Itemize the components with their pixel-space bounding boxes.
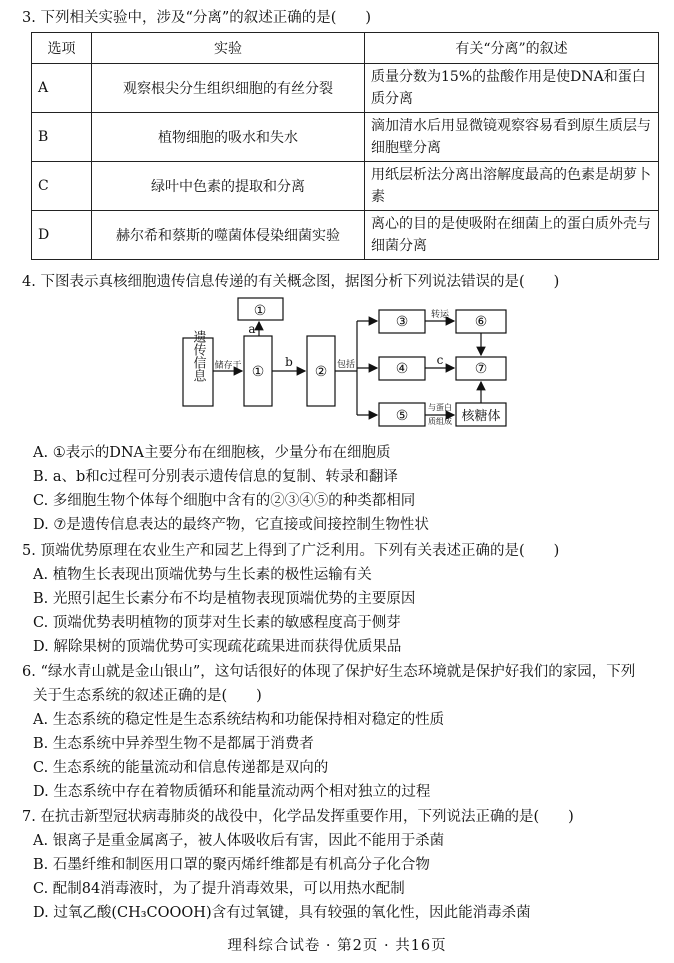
q6-option-b: B. 生态系统中异养型生物不是都属于消费者	[33, 736, 314, 752]
q6-stem-line1: 6. “绿水青山就是金山银山”，这句话很好的体现了保护好生态环境就是保护好我们的家园，下列	[22, 664, 636, 680]
q4-option-b: B. a、b和c过程可分别表示遗传信息的复制、转录和翻译	[33, 469, 398, 485]
label-n1: ①	[251, 364, 265, 380]
label-n1-top: ①	[253, 303, 267, 319]
label-n7: ⑦	[474, 361, 488, 377]
q4-option-c: C. 多细胞生物个体每个细胞中含有的②③④⑤的种类都相同	[33, 493, 416, 509]
row-experiment: 植物细胞的吸水和失水	[92, 113, 365, 162]
header-experiment: 实验	[92, 33, 365, 64]
q6-option-d: D. 生态系统中存在着物质循环和能量流动两个相对独立的过程	[33, 784, 431, 800]
q5-option-c: C. 顶端优势表明植物的顶芽对生长素的敏感程度高于侧芽	[33, 615, 401, 631]
row-option: A	[32, 64, 92, 113]
q7-option-d: D. 过氧乙酸(CH₃COOOH)含有过氧键，具有较强的氧化性，因此能消毒杀菌	[33, 905, 531, 921]
store-label: 储存于	[214, 361, 242, 371]
protein-label-2: 质组成	[428, 417, 452, 426]
label-n6: ⑥	[474, 314, 488, 330]
row-experiment: 观察根尖分生组织细胞的有丝分裂	[92, 64, 365, 113]
page-footer: 理科综合试卷 · 第2页 · 共16页	[227, 938, 447, 954]
header-option: 选项	[32, 33, 92, 64]
row-experiment: 赫尔希和蔡斯的噬菌体侵染细菌实验	[92, 211, 365, 260]
label-n4: ④	[395, 361, 409, 377]
label-a: a	[248, 322, 256, 336]
row-description: 滴加清水后用显微镜观察容易看到原生质层与细胞壁分离	[365, 113, 659, 162]
row-option: C	[32, 162, 92, 211]
q6-option-a: A. 生态系统的稳定性是生态系统结构和功能保持相对稳定的性质	[33, 712, 445, 728]
q4-option-d: D. ⑦是遗传信息表达的最终产物，它直接或间接控制生物性状	[33, 517, 429, 533]
row-option: B	[32, 113, 92, 162]
row-description: 离心的目的是使吸附在细菌上的蛋白质外壳与细菌分离	[365, 211, 659, 260]
q7-option-b: B. 石墨纤维和制医用口罩的聚丙烯纤维都是有机高分子化合物	[33, 857, 430, 873]
row-description: 用纸层析法分离出溶解度最高的色素是胡萝卜素	[365, 162, 659, 211]
label-n2: ②	[314, 364, 328, 380]
q5-option-d: D. 解除果树的顶端优势可实现疏花疏果进而获得优质果品	[33, 639, 402, 655]
label-c: c	[436, 353, 444, 367]
transport-label: 转运	[430, 310, 450, 320]
q3-stem: 3. 下列相关实验中，涉及“分离”的叙述正确的是( )	[22, 10, 372, 26]
q4-stem: 4. 下图表示真核细胞遗传信息传递的有关概念图，据图分析下列说法错误的是( )	[22, 274, 560, 290]
ribosome-label: 核糖体	[461, 409, 501, 424]
q7-stem: 7. 在抗击新型冠状病毒肺炎的战役中，化学品发挥重要作用，下列说法正确的是( )	[22, 809, 574, 825]
header-description: 有关“分离”的叙述	[365, 33, 659, 64]
q5-stem: 5. 顶端优势原理在农业生产和园艺上得到了广泛利用。下列有关表述正确的是( )	[22, 543, 560, 559]
protein-label-1: 与蛋白	[428, 403, 452, 412]
q6-stem-line2: 关于生态系统的叙述正确的是( )	[33, 688, 262, 704]
q5-option-a: A. 植物生长表现出顶端优势与生长素的极性运输有关	[33, 567, 372, 583]
label-n5: ⑤	[395, 408, 409, 424]
q7-option-c: C. 配制84消毒液时，为了提升消毒效果，可以用热水配制	[33, 881, 405, 897]
q6-option-c: C. 生态系统的能量流动和信息传递都是双向的	[33, 760, 329, 776]
row-description: 质量分数为15%的盐酸作用是使DNA和蛋白质分离	[365, 64, 659, 113]
concept-diagram	[0, 0, 674, 440]
q5-option-b: B. 光照引起生长素分布不均是植物表现顶端优势的主要原因	[33, 591, 416, 607]
row-option: D	[32, 211, 92, 260]
q4-option-a: A. ①表示的DNA主要分布在细胞核，少量分布在细胞质	[33, 445, 391, 461]
include-label: 包括	[336, 360, 356, 370]
row-experiment: 绿叶中色素的提取和分离	[92, 162, 365, 211]
q7-option-a: A. 银离子是重金属离子，被人体吸收后有害，因此不能用于杀菌	[33, 833, 445, 849]
label-b: b	[285, 355, 293, 369]
label-n3: ③	[395, 314, 409, 330]
genetic-info-1: 遗传信息	[190, 330, 206, 382]
